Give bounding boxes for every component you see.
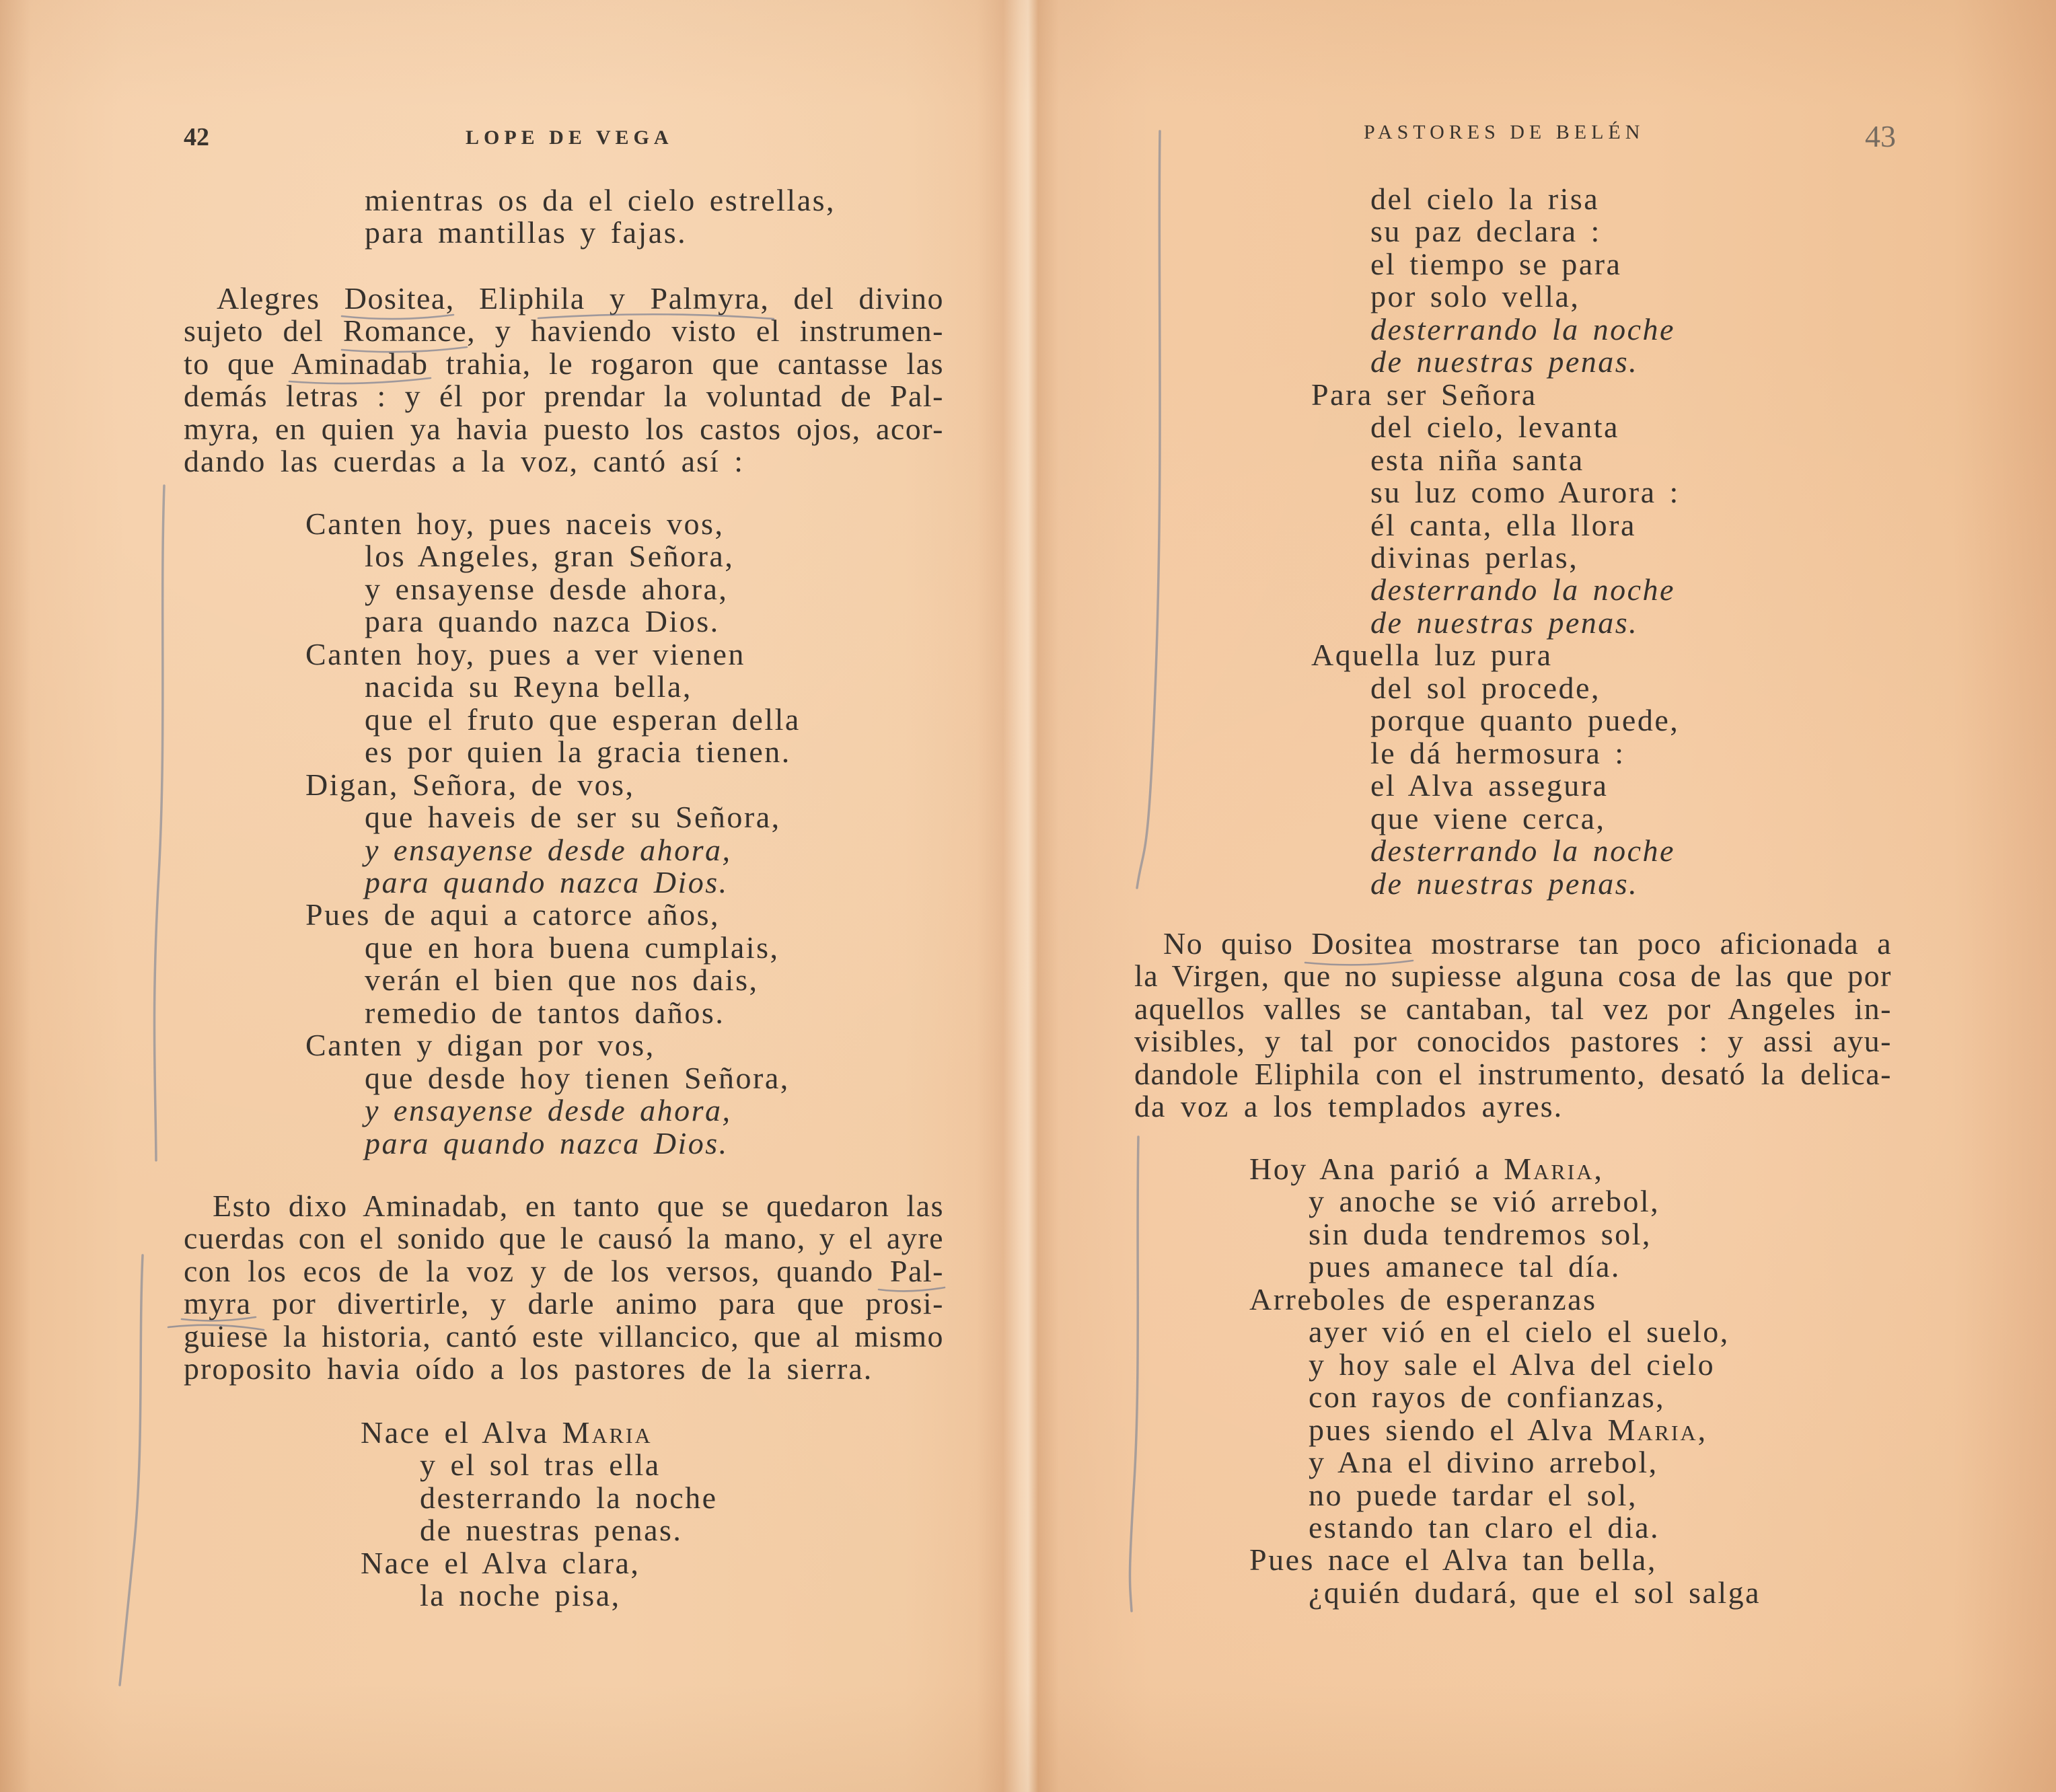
song-line: con rayos de confianzas, [1309, 1380, 1666, 1415]
song-line-text: pues siendo el Alva [1309, 1412, 1608, 1447]
song-line [361, 1417, 718, 1449]
small-caps-name: Maria [562, 1415, 653, 1450]
song-line: ayer vió en el cielo el suelo, [1309, 1314, 1730, 1349]
song-line: y anoche se vió arrebol, [1309, 1184, 1660, 1219]
paragraph-line: proposito havia oído a los pastores de la sierra. [184, 1351, 873, 1386]
song-line: que el fruto que esperan della [365, 702, 801, 737]
song-line: el tiempo se para [1370, 246, 1622, 281]
song-line: por solo vella, [1370, 279, 1580, 314]
song-line: la noche pisa, [420, 1578, 621, 1613]
paragraph-line: dandole Eliphila con el instrumento, desató la delica- [1134, 1056, 1892, 1091]
left-page [0, 0, 1023, 1792]
song-line: verán el bien que nos dais, [365, 963, 759, 998]
song-line: Pues nace el Alva tan bella, [1249, 1542, 1657, 1577]
paragraph-line: myra por divertirle, y darle animo para que prosi- [184, 1286, 944, 1321]
paragraph-line: Alegres Dositea, Eliphila y Palmyra, del divino [217, 281, 944, 315]
paragraph-line: da voz a los templados ayres. [1134, 1089, 1564, 1124]
song-line [1249, 1153, 1761, 1185]
song-refrain-line: y ensayense desde ahora, [365, 1093, 732, 1128]
verse-line: mientras os da el cielo estrellas, [365, 183, 836, 217]
song-line: del cielo, levanta [1370, 410, 1619, 445]
song-line: su paz declara : [1370, 214, 1601, 249]
song-line: Para ser Señora [1311, 377, 1537, 412]
song-line-text: Hoy Ana parió a [1249, 1152, 1504, 1186]
song-line: que en hora buena cumplais, [365, 930, 780, 965]
song-line: Canten hoy, pues a ver vienen [305, 636, 745, 671]
song-line: que haveis de ser su Señora, [365, 800, 781, 835]
song-line: Nace el Alva clara, [361, 1545, 640, 1580]
song-line: le dá hermosura : [1370, 735, 1625, 770]
verse-line: para mantillas y fajas. [365, 215, 688, 250]
small-caps-name: Maria [1607, 1412, 1698, 1447]
left-song-1 [305, 508, 801, 1160]
paragraph-line: myra, en quien ya havia puesto los castos ojos, acor- [184, 411, 944, 446]
song-line: Digan, Señora, de vos, [305, 767, 635, 802]
song-line: que viene cerca, [1370, 800, 1606, 835]
song-line: sin duda tendremos sol, [1309, 1216, 1652, 1251]
paragraph-line: sujeto del Romance, y haviendo visto el instrumen- [184, 313, 944, 348]
song-line: ¿quién dudará, que el sol salga [1309, 1575, 1761, 1610]
right-running-head: PASTORES DE BELÉN [1364, 121, 1645, 143]
song-line: Canten hoy, pues naceis vos, [305, 507, 725, 541]
song-line: para quando nazca Dios. [365, 604, 720, 639]
song-line: remedio de tantos daños. [365, 995, 725, 1030]
song-line: Pues de aqui a catorce años, [305, 897, 721, 932]
small-caps-name: Maria [1504, 1152, 1594, 1186]
song-refrain-line: para quando nazca Dios. [365, 864, 729, 899]
song-line: divinas perlas, [1370, 539, 1579, 574]
song-line: su luz como Aurora : [1370, 475, 1680, 510]
paragraph-line: No quiso Dositea mostrarse tan poco aficionada a [1163, 926, 1892, 961]
song-refrain-line: desterrando la noche [1370, 311, 1675, 346]
left-paragraph-2 [184, 1190, 944, 1386]
song-line: y hoy sale el Alva del cielo [1309, 1347, 1716, 1382]
left-verse-end [365, 184, 836, 250]
song-refrain-line: para quando nazca Dios. [365, 1125, 729, 1160]
song-line [1249, 1414, 1761, 1446]
song-refrain-line: de nuestras penas. [1370, 605, 1639, 640]
song-line: Aquella luz pura [1311, 638, 1553, 673]
song-line: desterrando la noche [420, 1480, 718, 1515]
song-line: es por quien la gracia tienen. [365, 735, 791, 770]
song-line: porque quanto puede, [1370, 703, 1680, 738]
song-line: no puede tardar el sol, [1309, 1477, 1638, 1512]
right-page [1033, 0, 2056, 1792]
paragraph-line: demás letras : y él por prendar la voluntad de Pal- [184, 379, 944, 414]
song-line: esta niña santa [1370, 442, 1584, 477]
right-song-1 [1311, 183, 1680, 900]
paragraph-line: cuerdas con el sonido que le causó la mano, y el ayre [184, 1221, 944, 1256]
song-refrain-line: de nuestras penas. [1370, 344, 1639, 379]
song-line-text: Nace el Alva [361, 1415, 562, 1450]
paragraph-line: Esto dixo Aminadab, en tanto que se quedaron las [213, 1189, 944, 1223]
song-refrain-line: y ensayense desde ahora, [365, 832, 732, 867]
song-line: los Angeles, gran Señora, [365, 539, 735, 574]
paragraph-line: aquellos valles se cantaban, tal vez por Angeles in- [1134, 991, 1892, 1026]
song-line: de nuestras penas. [420, 1513, 683, 1548]
song-refrain-line: desterrando la noche [1370, 833, 1675, 868]
song-line-punctuation: , [1697, 1412, 1708, 1447]
song-line: y ensayense desde ahora, [365, 571, 729, 606]
song-line: y Ana el divino arrebol, [1309, 1445, 1658, 1480]
song-line-punctuation: , [1594, 1152, 1604, 1186]
song-refrain-line: de nuestras penas. [1370, 866, 1639, 901]
song-line: Arreboles de esperanzas [1249, 1281, 1597, 1316]
right-page-number: 43 [1865, 119, 1896, 153]
song-line: estando tan claro el dia. [1309, 1509, 1660, 1544]
song-line: del sol procede, [1370, 670, 1601, 705]
song-line: del cielo la risa [1370, 182, 1600, 216]
left-running-head: LOPE DE VEGA [466, 126, 673, 149]
right-song-2 [1249, 1153, 1761, 1609]
song-line: que desde hoy tienen Señora, [365, 1060, 790, 1095]
right-paragraph [1134, 928, 1892, 1123]
paragraph-line: visibles, y tal por conocidos pastores : y assi ayu- [1134, 1024, 1892, 1059]
paragraph-line: la Virgen, que no supiesse alguna cosa de las que por [1134, 959, 1892, 994]
song-line: el Alva assegura [1370, 768, 1609, 803]
paragraph-line: dando las cuerdas a la voz, cantó así : [184, 444, 745, 479]
paragraph-line: to que Aminadab trahia, le rogaron que cantasse las [184, 346, 944, 381]
paragraph-line: guiese la historia, cantó este villancico, que al mismo [184, 1318, 944, 1353]
song-line: Canten y digan por vos, [305, 1028, 655, 1063]
left-page-number: 42 [184, 123, 209, 151]
song-line: y el sol tras ella [420, 1448, 661, 1483]
left-song-2 [361, 1417, 718, 1612]
paragraph-line: con los ecos de la voz y de los versos, quando Pal- [184, 1253, 944, 1288]
left-paragraph-1 [184, 283, 944, 478]
song-line: pues amanece tal día. [1309, 1249, 1621, 1284]
song-refrain-line: desterrando la noche [1370, 572, 1675, 607]
song-line: nacida su Reyna bella, [365, 669, 692, 704]
song-line: él canta, ella llora [1370, 507, 1636, 542]
